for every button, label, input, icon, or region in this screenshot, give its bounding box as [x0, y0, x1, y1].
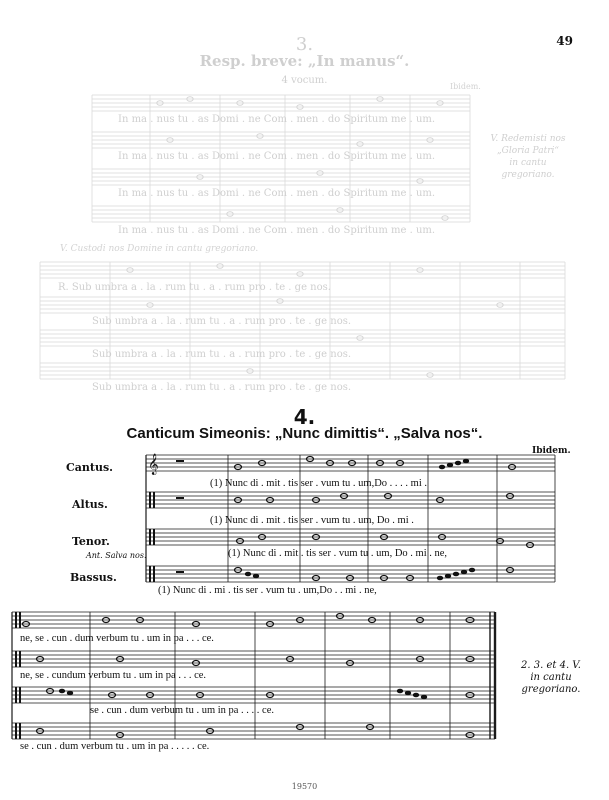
s4-staff-altus — [146, 492, 555, 508]
s4-side-line-1: 2. 3. et 4. V. — [521, 660, 581, 671]
s4-side-note — [506, 660, 596, 696]
s4-staff-cantus — [146, 455, 555, 471]
s4b-staff-2 — [12, 651, 495, 667]
s4-lyric-bassus: (1) Nunc di . mi . tis ser . vum tu . um,Do . . mi . ne, — [158, 585, 377, 596]
s4b-lyric-3: se . cun . dum verbum tu . um in pa . . . . ce. — [90, 705, 275, 716]
section4-source: Ibidem. — [532, 446, 571, 456]
s3-lyric-1: In ma . nus tu . as Domi . ne Com . men . do Spiritum me . um. — [118, 114, 436, 125]
rest-icon — [176, 497, 184, 499]
page-number: 49 — [556, 34, 573, 48]
section3-subtitle: 4 vocum. — [281, 75, 328, 86]
s4b-staff-1 — [12, 612, 495, 628]
rest-icon — [176, 460, 184, 462]
s4-lyric-tenor: (1) Nunc di . mit . tis ser . vum tu . um, Do . mi . ne, — [228, 548, 448, 559]
section3-title: Resp. breve: „In manus“. — [199, 52, 410, 70]
voice-cantus: Cantus. — [66, 461, 113, 474]
s3-lyric-3: In ma . nus tu . as Domi . ne Com . men . do Spiritum me . um. — [118, 188, 436, 199]
s4b-lyric-2: ne, se . cundum verbum tu . um in pa . . . ce. — [20, 670, 207, 681]
section4-title: Canticum Simeonis: „Nunc dimittis“. „Salva nos“. — [126, 425, 483, 442]
s3-lyric-4: In ma . nus tu . as Domi . ne Com . men . do Spiritum me . um. — [118, 225, 436, 236]
s3-response-2: Sub umbra a . la . rum tu . a . rum pro . te . ge nos. — [92, 316, 352, 327]
s4b-staff-4 — [12, 723, 495, 739]
s3-side-line-3: in cantu — [509, 158, 547, 168]
s3-versicle: V. Custodi nos Domine in cantu gregoriano. — [60, 244, 259, 254]
section4-number: 4. — [293, 405, 316, 429]
s3-side-line-2: „Gloria Patri“ — [497, 146, 559, 156]
s4-staff-tenor — [146, 529, 555, 545]
s4-side-line-3: gregoriano. — [521, 684, 581, 695]
voice-bassus: Bassus. — [70, 571, 117, 584]
s4-lyric-altus: (1) Nunc di . mit . tis ser . vum tu . um, Do . mi . — [210, 515, 414, 526]
plate-number: 19570 — [291, 782, 318, 791]
cantus-clef-icon: 𝄞 — [148, 454, 159, 475]
voice-tenor: Tenor. — [72, 535, 110, 548]
tenor-note: Ant. Salva nos. — [86, 551, 147, 560]
section3-source: Ibidem. — [450, 82, 481, 91]
section3-number: 3. — [295, 34, 314, 55]
s4b-lyric-4: se . cun . dum verbum tu . um in pa . . . . . ce. — [20, 741, 210, 752]
s3-response-1: R. Sub umbra a . la . rum tu . a . rum pro . te . ge nos. — [58, 282, 331, 293]
s3-response-3: Sub umbra a . la . rum tu . a . rum pro . te . ge nos. — [92, 349, 352, 360]
rest-icon — [176, 571, 184, 573]
s4-lyric-cantus: (1) Nunc di . mit . tis ser . vum tu . um,Do . . . . mi . — [210, 478, 427, 489]
s4b-lyric-1: ne, se . cun . dum verbum tu . um in pa . . . ce. — [20, 633, 214, 644]
s3-side-line-1: V. Redemisti nos — [490, 134, 566, 144]
s3-lyric-2: In ma . nus tu . as Domi . ne Com . men . do Spiritum me . um. — [118, 151, 436, 162]
s3-side-line-4: gregoriano. — [501, 170, 555, 180]
s3-response-4: Sub umbra a . la . rum tu . a . rum pro . te . ge nos. — [92, 382, 352, 393]
s4-staff-bassus — [146, 566, 555, 582]
s4-side-line-2: in cantu — [530, 672, 572, 683]
voice-altus: Altus. — [72, 498, 108, 511]
